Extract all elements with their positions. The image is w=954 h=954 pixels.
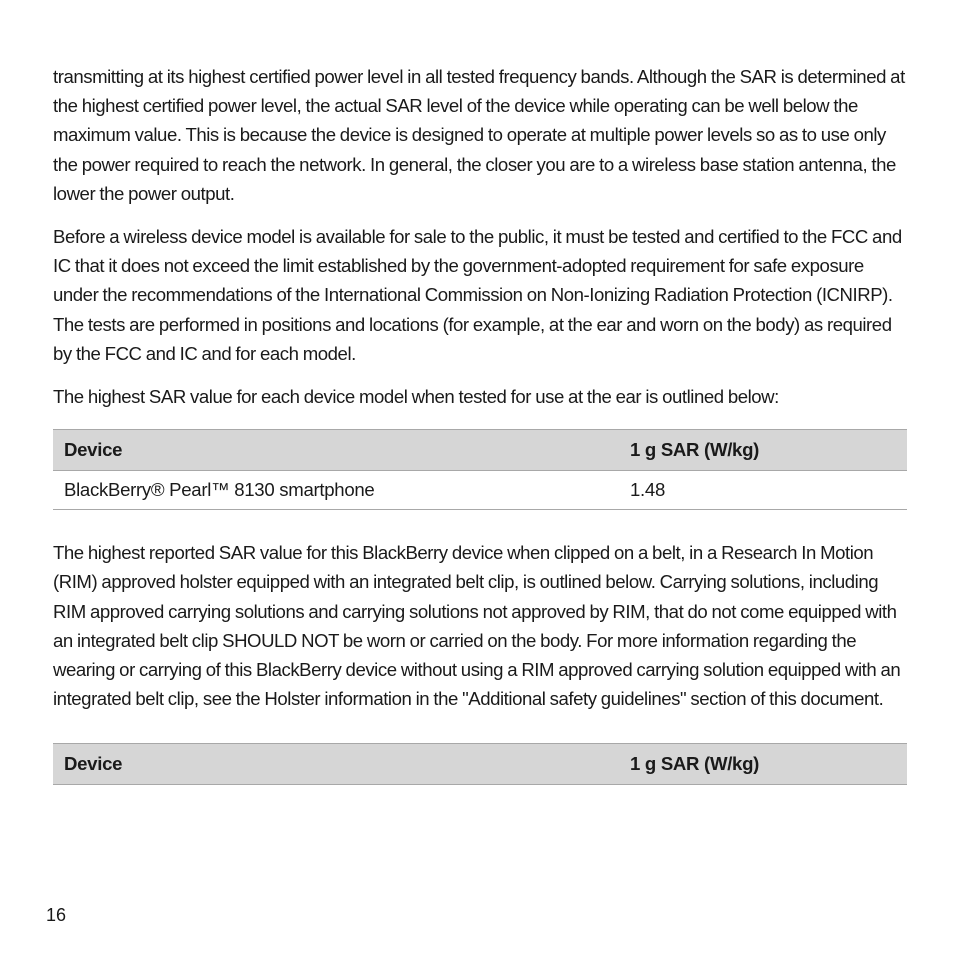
column-header-device: Device	[53, 744, 619, 785]
belt-sar-table	[53, 743, 907, 785]
column-header-sar: 1 g SAR (W/kg)	[619, 430, 907, 471]
page-number: 16	[46, 905, 67, 925]
sar-value-cell: 1.48	[619, 471, 907, 510]
column-header-device: Device	[53, 430, 619, 471]
paragraph-sar-power-level: transmitting at its highest certified power level in all tested frequency bands. Although the SAR is determined at the highest certified power level, the actual SAR level of the device while operating can be well below the maximum value. This is because the device is designed to operate at multiple power levels so as to use only the power required to reach the network. In general, the closer you are to a wireless base station antenna, the lower the power output.	[53, 66, 905, 204]
paragraph-certification: Before a wireless device model is available for sale to the public, it must be tested and certified to the FCC and IC that it does not exceed the limit established by the government-adopted requirement for safe exposure under the recommendations of the International Commission on Non-Ionizing Radiation Protection (ICNIRP). The tests are performed in positions and locations (for example, at the ear and worn on the body) as required by the FCC and IC and for each model.	[53, 226, 902, 364]
column-header-sar: 1 g SAR (W/kg)	[619, 744, 907, 785]
document-page	[53, 62, 907, 785]
ear-sar-table	[53, 429, 907, 510]
device-cell: BlackBerry® Pearl™ 8130 smartphone	[53, 471, 619, 510]
table-header-row	[53, 744, 907, 785]
paragraph-belt-clip-sar: The highest reported SAR value for this BlackBerry device when clipped on a belt, in a Research In Motion (RIM) approved holster equipped with an integrated belt clip, is outlined below. Carrying solutions, including RIM approved carrying solutions and carrying solutions not approved by RIM, that do not come equipped with an integrated belt clip SHOULD NOT be worn or carried on the body. For more information regarding the wearing or carrying of this BlackBerry device without using a RIM approved carrying solution equipped with an integrated belt clip, see the Holster information in the "Additional safety guidelines" section of this document.	[53, 542, 901, 710]
paragraph-ear-sar-intro: The highest SAR value for each device model when tested for use at the ear is outlined below:	[53, 386, 779, 408]
table-header-row	[53, 430, 907, 471]
table-row	[53, 471, 907, 510]
